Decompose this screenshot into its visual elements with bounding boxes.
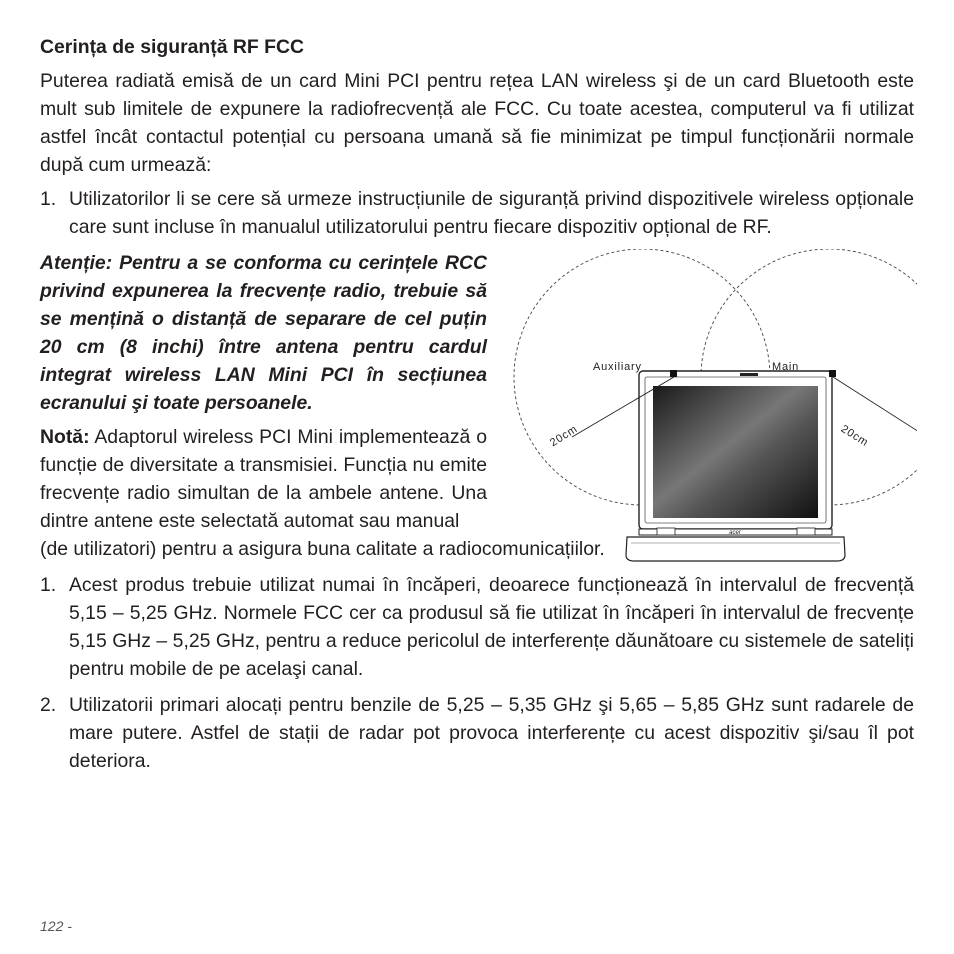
list-item-text: Acest produs trebuie utilizat numai în încăperi, deoarece funcționează în intervalul de frecvență 5,15 – 5,25 GHz. Normele FCC cer ca produsul să fie utilizat în încăperi în intervalul de frecvențe 5,15 GHz – 5,25 GHz, pentru a reduce pericolul de interferențe dăunătoare cu sistemele de sateliți pentru mobile de pe acelaşi canal. (69, 574, 914, 680)
section-heading: Cerința de siguranță RF FCC (40, 36, 304, 58)
note-label: Notă: (40, 426, 90, 448)
auxiliary-antenna-marker (670, 370, 677, 377)
laptop-screen (653, 386, 818, 518)
distance-label-left: 20cm (548, 423, 580, 450)
list-item-text: Utilizatorilor li se cere să urmeze instrucțiunile de siguranță privind dispozitivele wireless opționale care sunt incluse în manualul utilizatorului pentru fiecare dispozitiv opțional de RF. (69, 188, 914, 238)
note-text: Adaptorul wireless PCI Mini implementează o funcție de diversitate a transmisiei. Funcția nu emite frecvențe radio simultan de la ambele antene. Una dintre antene este selectată automat sau manual (40, 426, 487, 532)
main-antenna-marker (829, 370, 836, 377)
list-item (40, 185, 914, 241)
note-continuation: (de utilizatori) pentru a asigura buna calitate a radiocomunicațiilor. (40, 538, 605, 560)
left-column (40, 249, 487, 535)
list-item-number: 2. (40, 694, 57, 716)
laptop-antenna-illustration (507, 249, 917, 579)
caution-and-figure (40, 249, 914, 535)
page-number: 122 - (40, 918, 72, 934)
brand-logo: acer (729, 530, 741, 536)
list-item (40, 571, 914, 683)
note-paragraph (40, 423, 487, 535)
intro-paragraph: Puterea radiată emisă de un card Mini PCI pentru rețea LAN wireless şi de un card Bluetooth este mult sub limitele de expunere la radiofrecvență ale FCC. Cu toate acestea, computerul va fi utilizat astfel încât contactul potențial cu persoana umană să fie minimizat pe timpul funcționării normale după cum urmează: (40, 70, 914, 176)
list-item-text: Utilizatorii primari alocați pentru benzile de 5,25 – 5,35 GHz şi 5,65 – 5,85 GHz sunt radarele de mare putere. Astfel de stații de radar pot provoca interferențe cu acest dispozitiv şi/sau îl pot deteriora. (69, 694, 914, 772)
list-item (40, 691, 914, 775)
laptop-base (626, 537, 845, 561)
main-label: Main (772, 361, 800, 373)
caution-text: Atenție: Pentru a se conforma cu cerințele RCC privind expunerea la frecvențe radio, trebuie să se mențină o distanță de separare de cel puțin 20 cm (8 inchi) între antena pentru cardul integrat wireless LAN Mini PCI în secțiunea ecranului şi toate persoanele. (40, 252, 487, 414)
antenna-diagram (507, 249, 917, 579)
auxiliary-label: Auxiliary (593, 361, 642, 373)
page-content (40, 33, 914, 783)
distance-label-right: 20cm (838, 423, 871, 450)
list-item-number: 1. (40, 188, 57, 210)
list-item-number: 1. (40, 574, 57, 596)
